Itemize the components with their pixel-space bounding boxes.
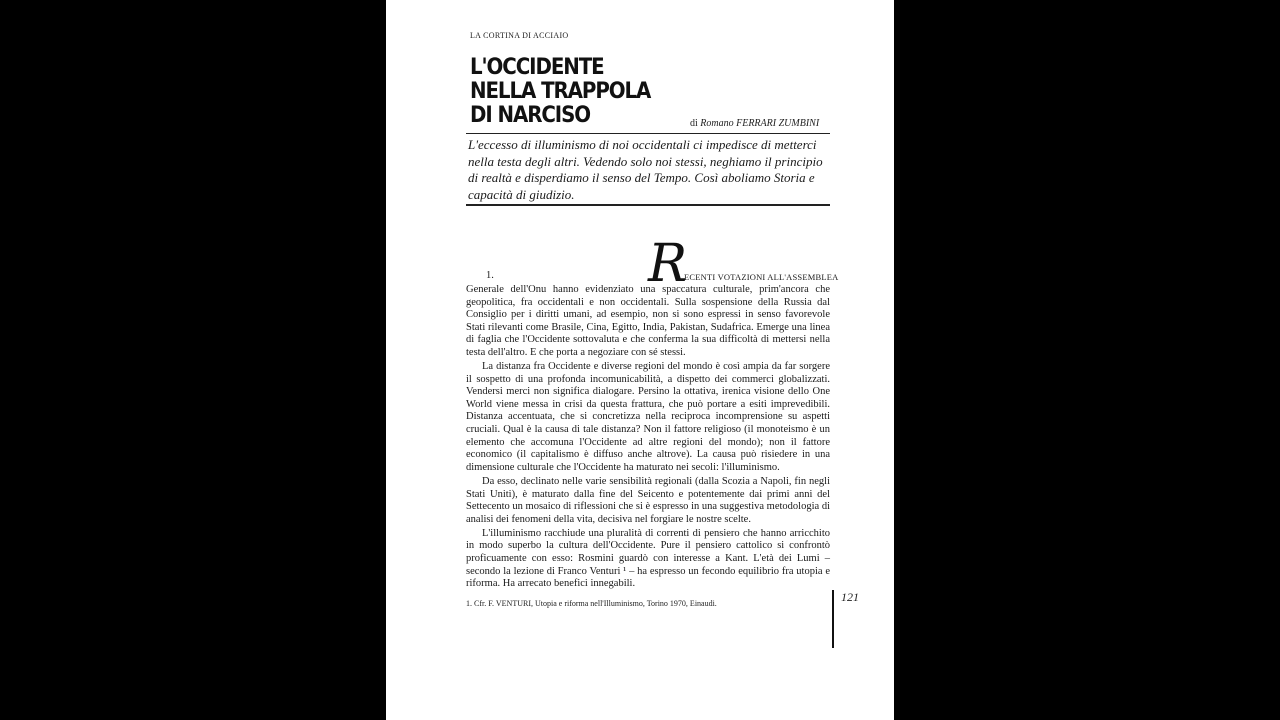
paragraph: L'illuminismo racchiude una pluralità di correnti di pensiero che hanno arricchito in modo superbo la cultura dell'Occidente. Pure il pensiero cattolico si confrontò proficuamente con esso: Rosmini guardò con interesse a Kant. L'età dei Lumi – secondo la lezione di Franco Venturi ¹ – ha espresso un fecondo equilibrio fra utopia e riforma. Ha arrecato benefici innegabili. (466, 527, 830, 590)
article-body (466, 284, 830, 591)
paragraph: Generale dell'Onu hanno evidenziato una spaccatura culturale, prim'ancora che geopolitica, fra occidentali e non occidentali. Sulla sospensione della Russia dal Consiglio per i diritti umani, ad esempio, non si sono espressi in senso favorevole Stati rilevanti come Brasile, Cina, Egitto, India, Pakistan, Sudafrica. Emerge una linea di faglia che l'Occidente sottovaluta e che conferma la sua difficoltà di mettersi nella testa dell'altro. E che porta a negoziare con sé stessi. (466, 284, 830, 358)
running-header: LA CORTINA DI ACCIAIO (470, 31, 569, 40)
drop-cap: R (648, 234, 688, 294)
section-number: 1. (486, 270, 494, 281)
title-line: L'OCCIDENTE (470, 55, 604, 80)
paragraph: Da esso, declinato nelle varie sensibilità regionali (dalla Scozia a Napoli, fin negli Stati Uniti), è maturato dalla fine del Seicento e potentemente dai primi anni del Settecento un mosaico di riflessioni che si è espresso in una suggestiva metodologia di analisi dei fenomeni della vita, decisiva nel forgiare le nostre scelte. (466, 475, 830, 525)
document-page (386, 0, 894, 720)
byline (690, 118, 819, 129)
top-rule (466, 133, 830, 134)
footnote: 1. Cfr. F. VENTURI, Utopia e riforma nell'Illuminismo, Torino 1970, Einaudi. (466, 599, 717, 608)
title-line: DI NARCISO (470, 103, 591, 128)
bottom-rule (466, 204, 830, 206)
abstract: L'eccesso di illuminismo di noi occidentali ci impedisce di metterci nella testa degli altri. Vedendo solo noi stessi, neghiamo il principio di realtà e disperdiamo il senso del Tempo. Così aboliamo Storia e capacità di giudizio. (468, 137, 823, 202)
first-line-smallcaps: ECENTI VOTAZIONI ALL'ASSEMBLEA (684, 272, 839, 282)
author-name: Romano FERRARI ZUMBINI (700, 118, 820, 129)
byline-prefix: di (690, 118, 698, 129)
article-title (470, 56, 650, 128)
page-margin-rule (832, 590, 834, 648)
title-line: NELLA TRAPPOLA (470, 79, 651, 104)
page-number: 121 (841, 590, 859, 604)
paragraph: La distanza fra Occidente e diverse regioni del mondo è così ampia da far sorgere il sospetto di una profonda incomunicabilità, a dispetto dei commerci globalizzati. Vendersi merci non significa dialogare. Persino la ottativa, irenica visione dello One World viene messa in crisi da questa frattura, che può portare a esiti imprevedibili. Distanza accentuata, che si concretizza nella reciproca incomprensione su aspetti cruciali. Qual è la causa di tale distanza? Non il fattore religioso (il monoteismo è un elemento che accomuna l'Occidente ad altre regioni del mondo); non il fattore economico (il capitalismo è diffuso anche altrove). La causa può risiedere in una dimensione culturale che l'Occidente ha maturato nei secoli: l'illuminismo. (466, 361, 830, 473)
